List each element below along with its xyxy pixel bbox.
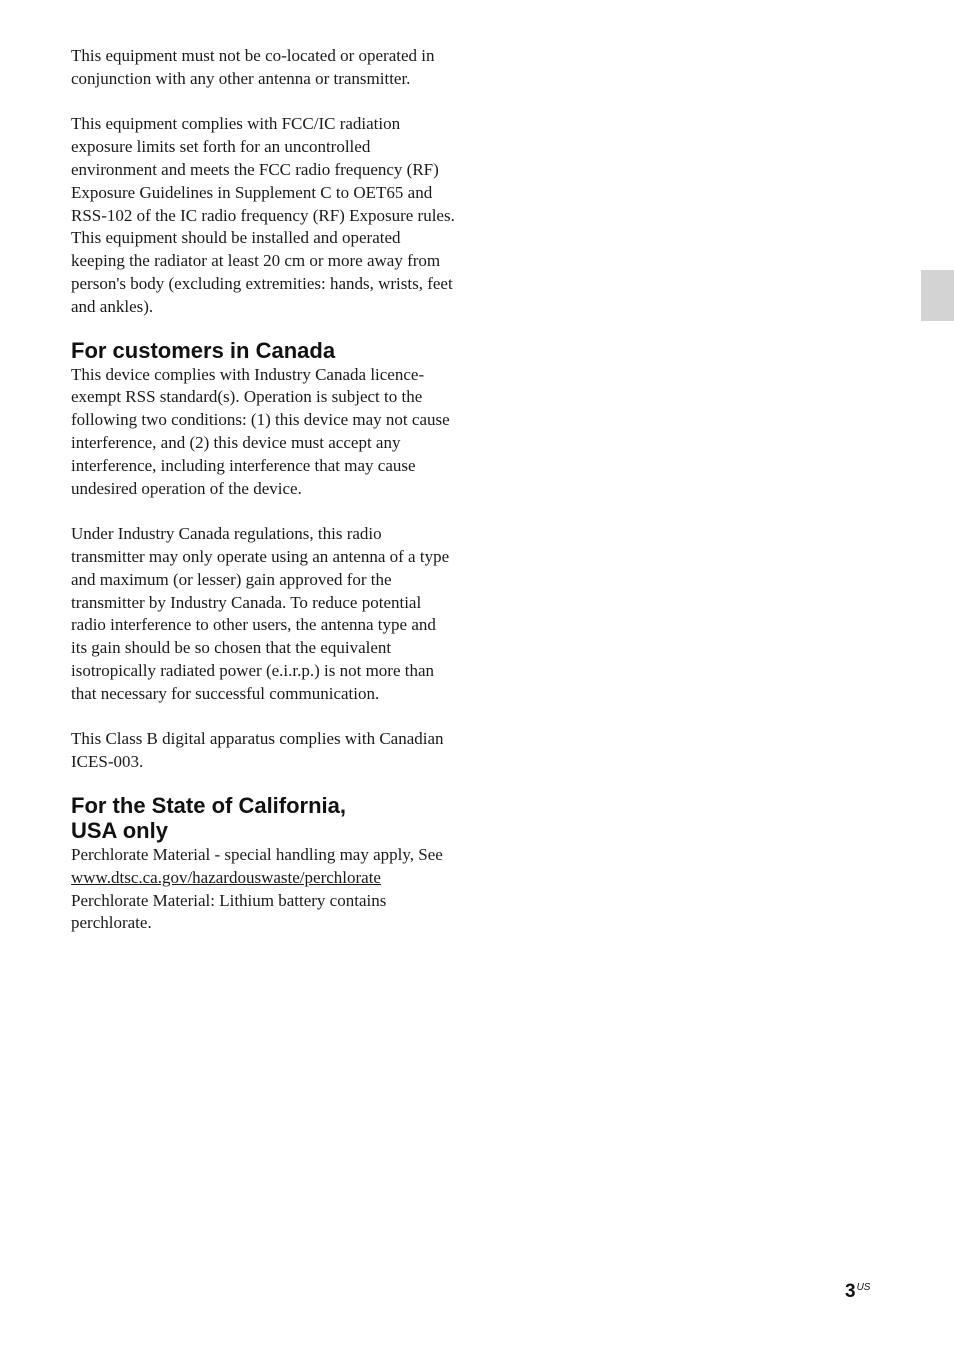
paragraph-spacer (71, 500, 455, 523)
page-number (845, 1281, 870, 1303)
california-heading-line-2: USA only (71, 817, 168, 843)
perchlorate-battery-paragraph: Perchlorate Material: Lithium battery contains perchlorate. (71, 890, 387, 933)
main-text-column (71, 45, 455, 935)
canada-rss-paragraph: This device complies with Industry Canada licence-exempt RSS standard(s). Operation is subject to the following two conditions: (1) this device may not cause interference, and (2) this device must accept any interference, including interference that may cause undesired operation of the device. (71, 364, 450, 498)
perchlorate-handling-paragraph: Perchlorate Material - special handling may apply, See (71, 844, 443, 864)
page-number-suffix: US (856, 1282, 871, 1293)
section-side-tab (921, 270, 954, 321)
dtsc-perchlorate-link[interactable]: www.dtsc.ca.gov/hazardouswaste/perchlorate (71, 867, 381, 887)
california-section-heading (71, 793, 455, 843)
page-number-value: 3 (845, 1281, 856, 1302)
paragraph-spacer (71, 706, 455, 729)
fcc-installation-distance-paragraph: This equipment should be installed and operated keeping the radiator at least 20 cm or more away from person's body (excluding extremities: hands, wrists, feet and ankles). (71, 228, 453, 316)
paragraph-spacer (71, 91, 455, 114)
fcc-exposure-limits-paragraph: This equipment complies with FCC/IC radiation exposure limits set forth for an uncontrolled environment and meets the FCC radio frequency (RF) Exposure Guidelines in Supplement C to OET65 and RSS-102 of the IC radio frequency (RF) Exposure rules. (71, 114, 455, 225)
california-heading-line-1: For the State of California, (71, 792, 347, 818)
canada-ices-paragraph: This Class B digital apparatus complies with Canadian ICES-003. (71, 729, 444, 772)
fcc-colocation-paragraph: This equipment must not be co-located or operated in conjunction with any other antenna or transmitter. (71, 46, 435, 88)
canada-section-heading: For customers in Canada (71, 337, 336, 363)
canada-antenna-paragraph: Under Industry Canada regulations, this radio transmitter may only operate using an antenna of a type and maximum (or lesser) gain approved for the transmitter by Industry Canada. To reduce potential radio interference to other users, the antenna type and its gain should be so chosen that the equivalent isotropically radiated power (e.i.r.p.) is not more than that necessary for successful communication. (71, 524, 450, 703)
dtsc-link-line (71, 867, 455, 890)
